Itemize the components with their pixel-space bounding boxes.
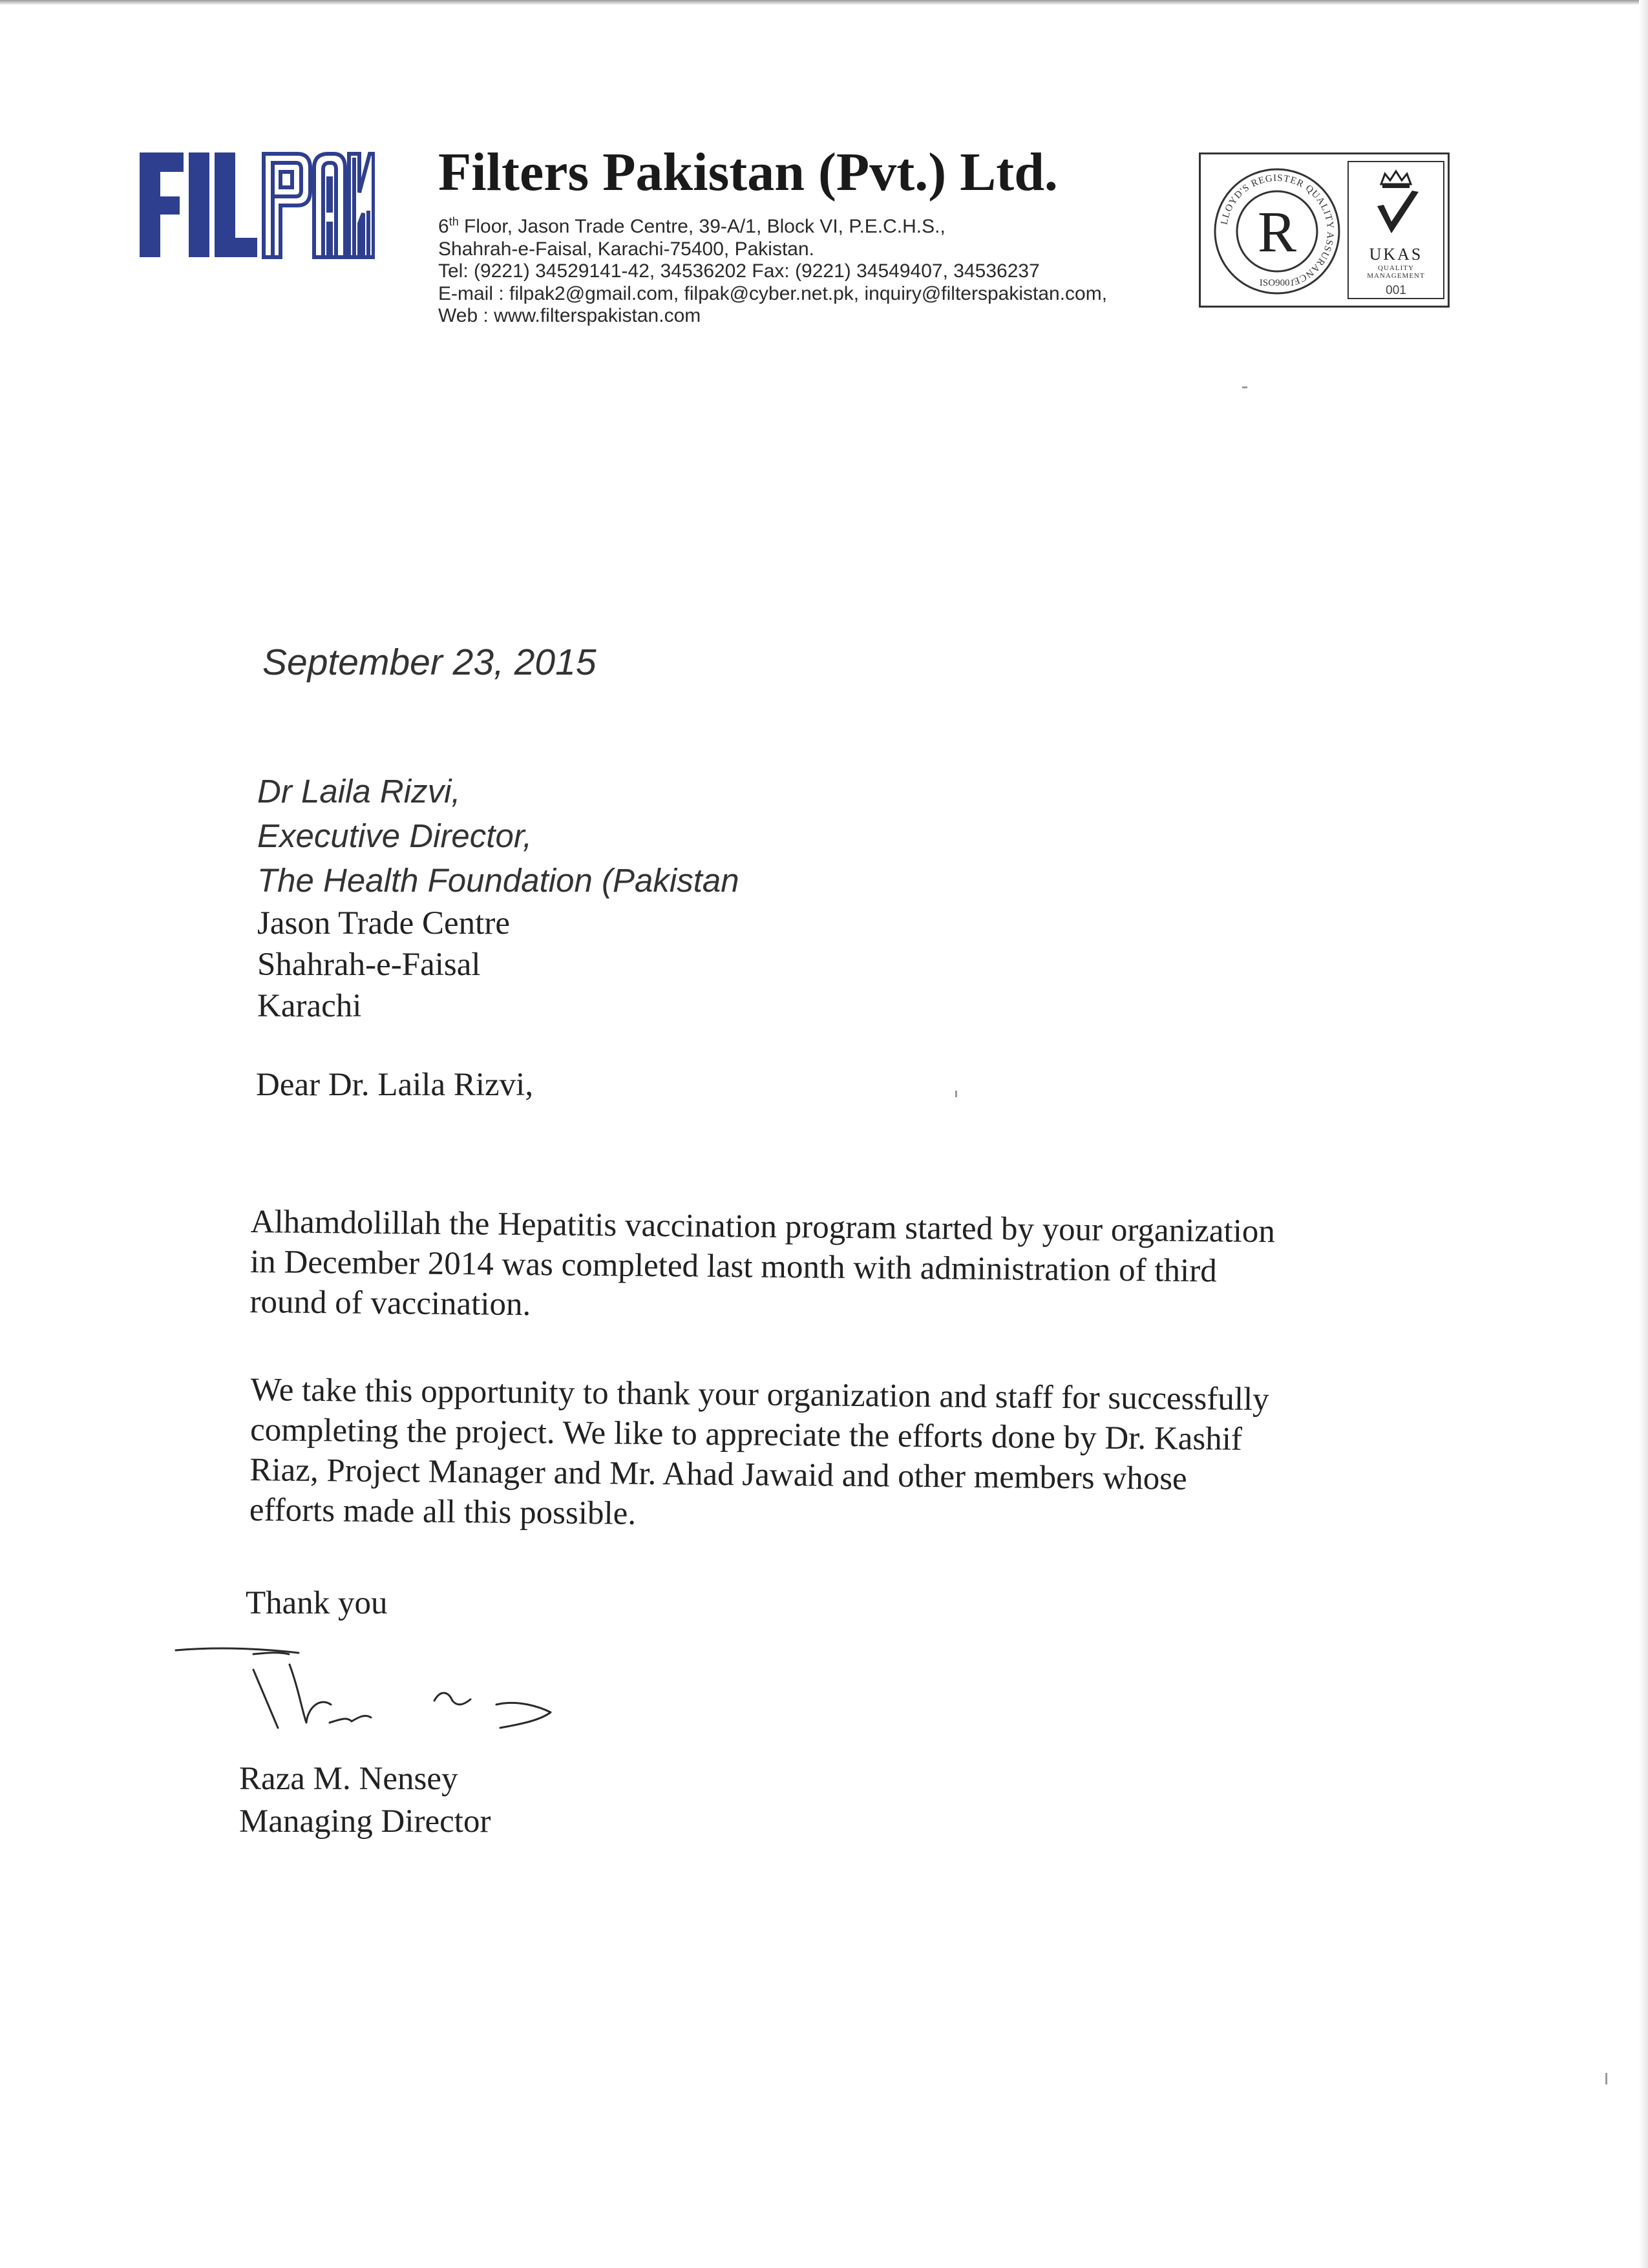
filpak-logo [137, 146, 375, 262]
tel-fax-line: Tel: (9221) 34529141-42, 34536202 Fax: (9221) 34549407, 34536237 [438, 260, 1040, 282]
crown-check-icon [1349, 162, 1443, 246]
floor-number: 6 [438, 216, 449, 237]
ukas-sub-1: QUALITY [1378, 264, 1414, 272]
ukas-sub-2: MANAGEMENT [1367, 272, 1425, 280]
recipient-address-1: Jason Trade Centre [257, 905, 510, 941]
paragraph-line: Riaz, Project Manager and Mr. Ahad Jawaid and other members whose [249, 1451, 1187, 1497]
address-line-2: Shahrah-e-Faisal, Karachi-75400, Pakistan. [438, 238, 814, 260]
recipient-name: Dr Laila Rizvi, [257, 773, 461, 810]
company-address-block [438, 211, 1107, 328]
body-paragraph-1 [249, 1202, 1275, 1332]
salutation: Dear Dr. Laila Rizvi, [256, 1067, 534, 1103]
scan-speck [1605, 2073, 1607, 2084]
signer-title: Managing Director [239, 1803, 491, 1840]
scan-edge-top [0, 0, 1648, 5]
address-line-1-rest: Floor, Jason Trade Centre, 39-A/1, Block VI, P.E.C.H.S., [458, 216, 945, 237]
signer-block [239, 1758, 491, 1843]
ukas-code: 001 [1386, 284, 1406, 297]
lloyds-register-seal [1206, 160, 1348, 303]
paragraph-line: round of vaccination. [249, 1283, 531, 1323]
recipient-organization: The Health Foundation (Pakistan [257, 862, 739, 899]
scan-speck [1242, 386, 1247, 388]
scan-speck [955, 1091, 957, 1097]
company-name: Filters Pakistan (Pvt.) Ltd. [438, 142, 1058, 202]
paragraph-line: Alhamdolillah the Hepatitis vaccination program started by your organization [250, 1203, 1276, 1250]
signer-name: Raza M. Nensey [239, 1761, 458, 1797]
ukas-word: UKAS [1369, 245, 1423, 264]
seal-ring-text: LLOYD'S REGISTER QUALITY ASSURANCE [1219, 173, 1336, 287]
email-line: E-mail : filpak2@gmail.com, filpak@cyber.net.pk, inquiry@filterspakistan.com, [438, 282, 1108, 304]
seal-iso-text: ISO9001 [1259, 278, 1295, 288]
paragraph-line: in December 2014 was completed last month with administration of third [249, 1243, 1217, 1290]
recipient-address-2: Shahrah-e-Faisal [257, 947, 481, 983]
body-paragraph-2 [249, 1370, 1269, 1540]
web-line: Web : www.filterspakistan.com [438, 305, 701, 326]
letter-date: September 23, 2015 [262, 642, 597, 683]
recipient-block [257, 769, 739, 1027]
recipient-title: Executive Director, [257, 817, 533, 854]
closing: Thank you [246, 1585, 388, 1621]
paragraph-line: efforts made all this possible. [249, 1491, 637, 1532]
ukas-mark [1347, 161, 1444, 299]
seal-center-letter: R [1257, 200, 1297, 264]
certification-box [1199, 152, 1450, 308]
paragraph-line: We take this opportunity to thank your organization and staff for successfully [250, 1371, 1269, 1418]
floor-suffix: th [449, 215, 459, 228]
address-line-1 [438, 211, 1107, 238]
recipient-city: Karachi [257, 988, 362, 1024]
paragraph-line: completing the project. We like to appreciate the efforts done by Dr. Kashif [249, 1411, 1243, 1458]
scan-edge-right [1639, 0, 1648, 2268]
handwritten-signature [169, 1637, 570, 1767]
